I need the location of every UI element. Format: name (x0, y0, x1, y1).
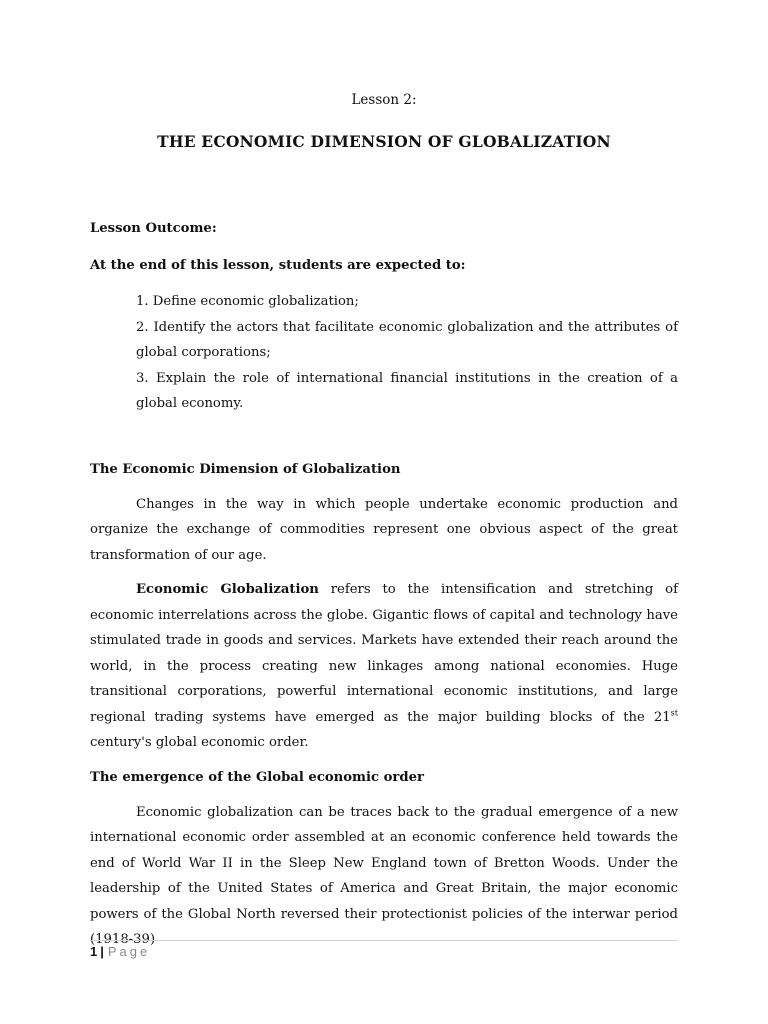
paragraph: Economic globalization can be traces back to the gradual emergence of a new international economic order assembled at an economic conference held towards the end of World War II in the Sleep New England town of Bretton Woods. Under the leadership of the United States of America and Great Britain, the major economic powers of the Global North reversed their protectionist policies of the interwar period (1918-39) (90, 804, 678, 947)
paragraph-text: century's global economic order. (90, 735, 309, 750)
lesson-number: Lesson 2: (351, 92, 417, 108)
lesson-outcome-intro: At the end of this lesson, students are expected to: (90, 258, 466, 273)
page-number: 1 (90, 944, 98, 959)
document-body (90, 218, 678, 962)
outcome-item: 3. Explain the role of international financial institutions in the creation of a global economy. (136, 370, 678, 411)
outcome-item: 2. Identify the actors that facilitate economic globalization and the attributes of global corporations; (136, 319, 678, 360)
paragraph: Changes in the way in which people undertake economic production and organize the exchange of commodities represent one obvious aspect of the great transformation of our age. (90, 496, 678, 563)
paragraph-text: refers to the intensification and stretching of economic interrelations across the globe. Gigantic flows of capital and technology have stimulated trade in goods and services. Markets have extended their reach around the world, in the process creating new linkages among national economies. Huge transitional corporations, powerful international economic institutions, and large regional trading systems have emerged as the major building blocks of the 21 (90, 582, 678, 725)
lesson-outcome-heading: Lesson Outcome: (90, 221, 217, 236)
bold-term: Economic Globalization (136, 582, 319, 597)
page-label: Page (107, 944, 151, 959)
footer-divider (90, 940, 678, 941)
section-heading-global-order: The emergence of the Global economic order (90, 769, 424, 785)
document-title: THE ECONOMIC DIMENSION OF GLOBALIZATION (157, 132, 611, 151)
outcome-list (136, 289, 678, 417)
ordinal-suffix: st (670, 708, 678, 718)
page-footer (90, 944, 150, 959)
paragraph-economic-globalization (90, 577, 678, 756)
footer-separator: | (100, 944, 104, 959)
outcome-item: 1. Define economic globalization; (136, 294, 359, 309)
section-heading-economic-dimension: The Economic Dimension of Globalization (90, 461, 401, 477)
